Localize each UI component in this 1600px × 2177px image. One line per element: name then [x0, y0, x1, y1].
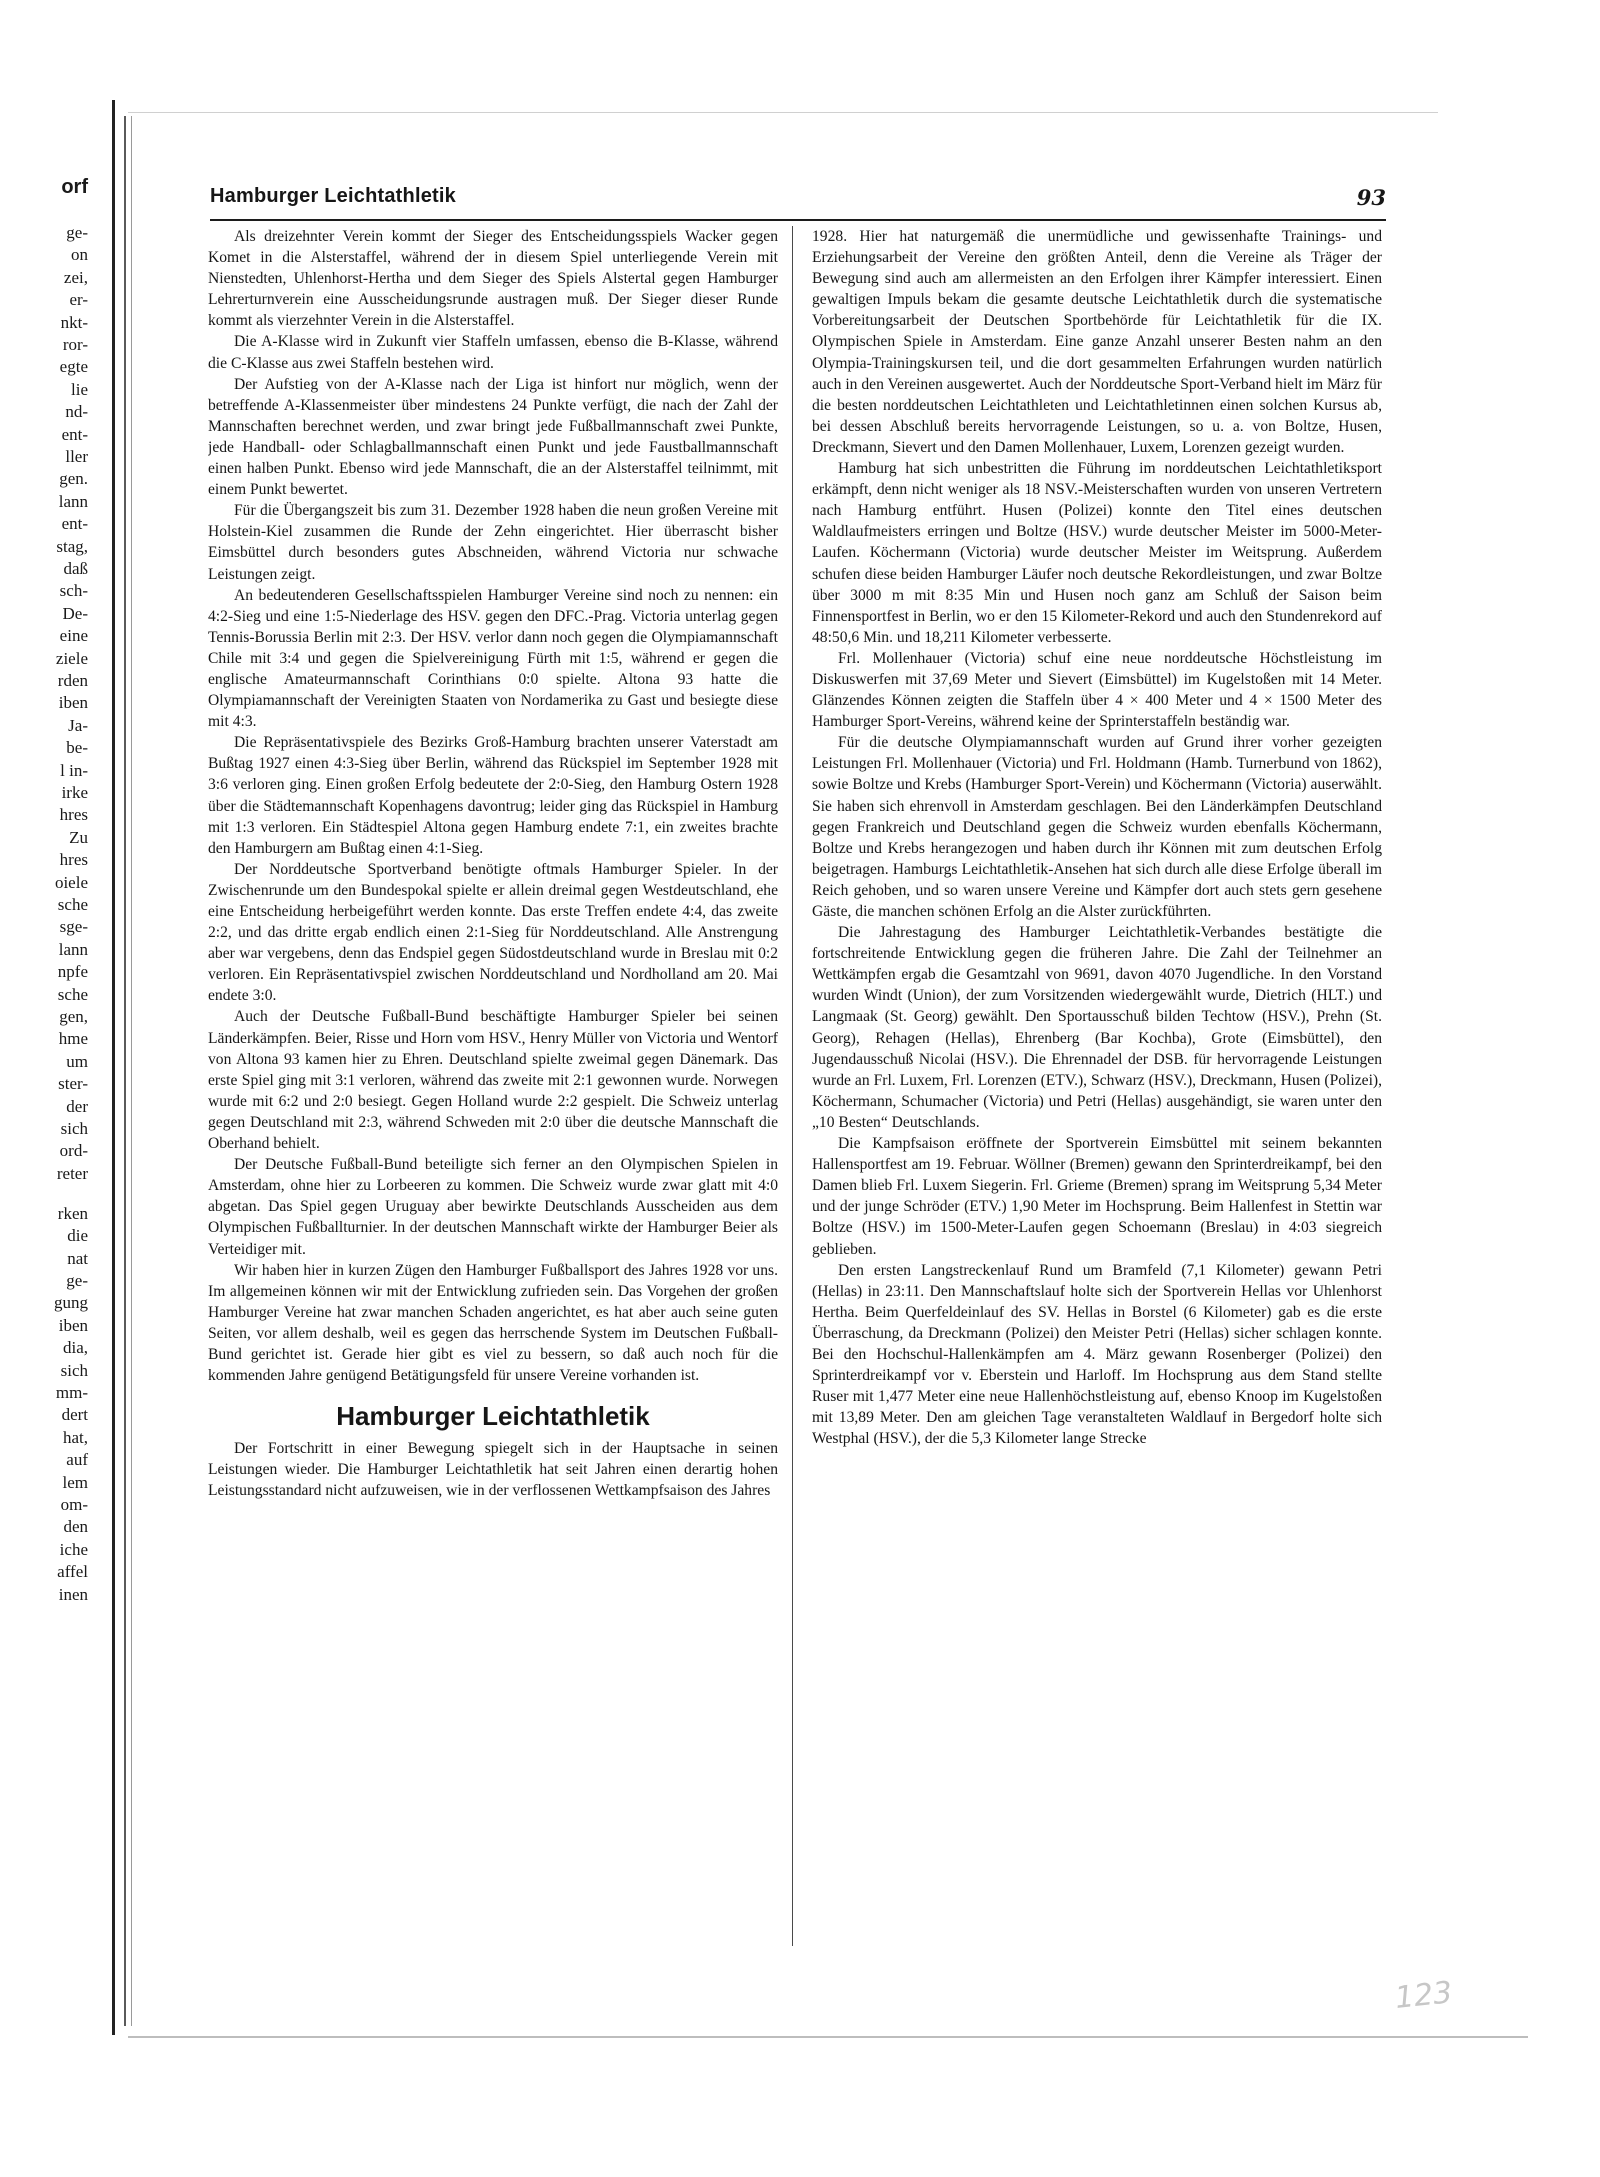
fragment-text: gen. — [59, 469, 88, 489]
fragment-text: lie — [71, 379, 88, 399]
fragment-text: iben — [58, 1315, 88, 1335]
fragment-text: auf — [66, 1450, 88, 1470]
fragment-text: irke — [61, 783, 88, 802]
right-text-column — [812, 226, 1382, 1996]
fragment-text: De- — [62, 603, 88, 623]
fragment-text: sch- — [59, 581, 88, 601]
paragraph: Für die deutsche Olympiamannschaft wurden auf Grund ihrer vorher gezeigten Leistungen Frl. Mollenhauer (Victoria) und Frl. Holdmann (Hamb. Turnerbund von 1862), sowie Boltze und Krebs (Hamburger Sport-Verein) und Köchermann (Victoria) auserwählt. Sie haben sich ehrenvoll in Amsterdam geschlagen. Bei den Länderkämpfen Deutschland gegen Frankreich und Deutschland gegen die Schweiz wurden ebenfalls Köchermann, Boltze und Krebs herangezogen und haben durch ihr Können mit zum deutschen Erfolg beigetragen. Hamburgs Leichtathletik-Ansehen hat sich durch alle diese Erfolge überall im Reich gehoben, und so waren unsere Vereine und Kämpfer dort auch stets gern gesehene Gäste, die manchen schönen Erfolg an die Alster zurückführten. — [812, 734, 1382, 920]
paragraph: Die Repräsentativspiele des Bezirks Groß-Hamburg brachten unserer Vaterstadt am Bußtag 1927 einen 4:3-Sieg über Berlin, während das Rückspiel im September 1928 mit 3:6 verloren ging. Einen großen Erfolg bedeutete der 2:0-Sieg, den Hamburg Ostern 1928 über die Städtemannschaft Kopenhagens davontrug; leider ging das Rückspiel in Hamburg mit 1:3 verloren. Ein Städtespiel Altona gegen Hamburg endete 7:1, ein zweites brachte den Hamburgern am Bußtag einen 4:1-Sieg. — [208, 734, 778, 857]
fragment-text: hme — [58, 1029, 88, 1049]
running-title: Hamburger Leichtathletik — [210, 185, 456, 207]
fragment-text: oiele — [54, 872, 88, 892]
paragraph: Für die Übergangszeit bis zum 31. Dezember 1928 haben die neun großen Vereine mit Holstein-Kiel zusammen die Runde der Zehn eingerichtet. Hier überrascht bisher Eimsbüttel durch besonders gutes Abschneiden, während Victoria nur schwache Leistungen zeigt. — [208, 502, 778, 583]
fragment-text: gen, — [59, 1007, 88, 1026]
fragment-text: den — [63, 1517, 88, 1537]
fragment-text: stag, — [56, 536, 88, 556]
fragment-text: ror- — [62, 335, 88, 354]
fragment-text: daß — [63, 559, 88, 578]
paragraph: Der Aufstieg von der A-Klasse nach der Liga ist hinfort nur möglich, wenn der betreffende A-Klassenmeister über mindestens 24 Punkte verfügt, die nach der Zahl der Mannschaften berechnet werden, und zwar bringt jede Fußballmannschaft zwei Punkte, jede Handball- oder Schlagballmannschaft einen Punkt und jede Faustballmannschaft einen halben Punkt. Ebenso wird jede Mannschaft, die an der Alsterstaffel teilnimmt, mit einem Punkt bewertet. — [208, 375, 778, 499]
fragment-text: zei, — [63, 267, 88, 287]
fragment-text: rken — [57, 1203, 88, 1223]
paragraph: Wir haben hier in kurzen Zügen den Hamburger Fußballsport des Jahres 1928 vor uns. Im allgemeinen können wir mit der Entwicklung zufrieden sein. Das Vorgehen der großen Hamburger Vereine hat zwar manchen Schaden angerichtet, es hat aber auch seine guten Seiten, vor allem deshalb, weil es gegen das herrschende System im Deutschen Fußball-Bund gerichtet ist. Gerade hier gibt es viel zu bessern, so daß auch noch für die kommenden Jahre genügend Betätigungsfeld für unsere Vereine vorhanden ist. — [208, 1261, 778, 1385]
fragment-text: ge- — [66, 1271, 88, 1290]
fragment-text: ller — [65, 447, 88, 466]
fragment-text: inen — [58, 1584, 88, 1604]
fragment-text: er- — [69, 290, 88, 310]
page-number: 93 — [1356, 185, 1386, 210]
fragment-text: ord- — [59, 1141, 88, 1161]
paragraph: Hamburg hat sich unbestritten die Führung im norddeutschen Leichtathletiksport erkämpft, denn nicht weniger als 18 NSV.-Meisterschaften wurden von unseren Vertretern nach Hamburg entführt. Husen (Polizei) konnte den Titel eines deutschen Waldlaufmeisters erringen und Boltze (HSV.) wurde deutscher Meister im 5000-Meter-Laufen. Köchermann (Victoria) wurde deutscher Meister im Weitsprung. Außerdem schufen diese beiden Hamburger Läufer noch deutsche Rekordleistungen, und zwar Boltze über 3000 m mit 8:35 Min und Husen noch ganz am Schluß der Saison beim Finnensportfest in Berlin, wo er den 15 Kilometer-Rekord und auch den Stundenrekord auf 48:50,6 Min. und 18,211 Kilometer verbesserte. — [812, 460, 1382, 646]
fragment-text: orf — [61, 176, 88, 198]
paragraph: Auch der Deutsche Fußball-Bund beschäftigte Hamburger Spieler bei seinen Länderkämpfen. Beier, Risse und Horn vom HSV., Henry Müller von Victoria und Wentorf von Altona 93 kamen hier zu Ehren. Deutschland spielte zweimal gegen Dänemark. Das erste Spiel ging mit 3:1 verloren, während das zweite mit 2:1 gewonnen wurde. Norwegen wurde mit 6:2 und 2:0 besiegt. Gegen Holland wurde 2:2 gespielt. Die Schweiz unterlag gegen Deutschland mit 2:3, während Schweden mit 2:0 über die deutsche Mannschaft die Oberhand behielt. — [208, 1008, 778, 1153]
fragment-text: ent- — [61, 424, 88, 444]
fragment-text: gung — [54, 1293, 88, 1313]
section-intro: Der Fortschritt in einer Bewegung spiegelt sich in der Hauptsache in seinen Leistungen wieder. Die Hamburger Leichtathletik hat seit Jahren einen derartig hohen Leistungsstandard nicht aufzuweisen, wie in der verflossenen Wettkampfsaison des Jahres — [208, 1440, 778, 1500]
fragment-text: um — [66, 1051, 88, 1071]
fragment-text: ziele — [55, 648, 88, 668]
fragment-text: nd- — [65, 402, 88, 422]
fragment-text: lem — [62, 1472, 88, 1492]
fragment-text: Zu — [69, 827, 88, 847]
fragment-text: ent- — [61, 514, 88, 534]
fragment-text: Ja- — [68, 715, 88, 735]
paragraph: Als dreizehnter Verein kommt der Sieger des Entscheidungsspiels Wacker gegen Komet in die Alsterstaffel, während der in diesem Spiel unterliegende Verein mit Nienstedten, Uhlenhorst-Hertha und dem Sieger des Spiels Alstertal gegen Hamburger Lehrerturnverein eine Ausscheidungsrunde austragen muß. Der Sieger dieser Runde kommt als vierzehnter Verein in die Alsterstaffel. — [208, 228, 778, 330]
binding-fold — [112, 100, 115, 2035]
handwritten-margin-note: 123 — [1393, 1975, 1454, 2016]
fragment-text: hres — [59, 850, 88, 870]
page-bottom-edge — [128, 2036, 1528, 2038]
adjacent-page-fragment — [0, 96, 92, 2136]
fragment-text: dia, — [62, 1338, 88, 1358]
fragment-text: reter — [56, 1163, 88, 1183]
column-divider — [792, 226, 793, 1946]
binding-fold-shadow — [124, 116, 126, 2026]
fragment-text: rden — [57, 671, 88, 690]
paragraph: Die Jahrestagung des Hamburger Leichtathletik-Verbandes bestätigte die fortschreitende Entwicklung gegen die früheren Jahre. Die Zahl der Teilnehmer an Wettkämpfen ergab die Gesamtzahl von 9691, davon 4070 Jugendliche. In den Vorstand wurden Windt (Union), der zum Vorsitzenden wiedergewählt wurde, Dietrich (HLT.) und Langmaak (St. Georg) gewählt. Den Sportausschuß bilden Techtow (HSV.), Prehn (St. Georg), Rehagen (Hellas), Ehrenberg (Bar Kochba), Grote (Eimsbüttel), den Jugendausschuß Nicolai (HSV.). Die Ehrennadel der DSB. für hervorragende Leistungen wurde an Frl. Luxem, Frl. Lorenzen (ETV.), Schwarz (HSV.), Dreckmann, Husen (Polizei), Köchermann, Schumacher (Victoria) und Petri (Hellas) ausgehändigt, sie waren unter den „10 Besten“ Deutschlands. — [812, 924, 1382, 1131]
fragment-text: npfe — [57, 962, 88, 982]
fragment-text: hat, — [62, 1427, 88, 1447]
fragment-text: egte — [59, 357, 88, 377]
fragment-text: iben — [58, 693, 88, 713]
fragment-text: eine — [59, 626, 88, 646]
fragment-text: l in- — [60, 760, 88, 780]
fragment-text: nkt- — [60, 312, 88, 332]
fragment-text: ge- — [66, 223, 88, 242]
page-header — [210, 183, 1386, 221]
paragraph: Der Deutsche Fußball-Bund beteiligte sich ferner an den Olympischen Spielen in Amsterdam, ohne hier zu Lorbeeren zu kommen. Die Schweiz wurde zwar glatt mit 4:0 abgetan. Das Spiel gegen Uruguay aber bewirkte Deutschlands Ausscheiden aus dem Olympischen Fußballturnier. In der deutschen Mannschaft wirkte der Hamburger Beier als Verteidiger mit. — [208, 1156, 778, 1258]
fragment-text: der — [66, 1096, 88, 1116]
fragment-text: sich — [60, 1360, 88, 1380]
paragraph: Die A-Klasse wird in Zukunft vier Staffeln umfassen, ebenso die B-Klasse, während die C-Klasse aus zwei Staffeln bestehen wird. — [208, 333, 778, 372]
binding-fold-edge — [131, 116, 132, 2026]
fragment-text: sge- — [59, 917, 88, 937]
section-heading: Hamburger Leichtathletik — [336, 1401, 650, 1432]
fragment-text: die — [67, 1226, 88, 1246]
paragraph: Frl. Mollenhauer (Victoria) schuf eine neue norddeutsche Höchstleistung im Diskuswerfen mit 37,69 Meter und Sievert (Eimsbüttel) im Kugelstoßen mit 14 Meter. Glänzendes Können zeigten die Staffeln über 4 × 400 Meter und 4 × 1500 Meter des Hamburger Sport-Vereins, während keine der Sprinterstaffeln beständig war. — [812, 649, 1382, 731]
fragment-text: lann — [58, 939, 88, 959]
fragment-text: hres — [59, 805, 88, 825]
paragraph: Die Kampfsaison eröffnete der Sportverein Eimsbüttel mit seinem bekannten Hallensportfest am 19. Februar. Wöllner (Bremen) gewann den Sprinterdreikampf, bei den Damen blieb Frl. Luxem Siegerin. Frl. Grieme (Bremen) sprang im Weitsprung 5,34 Meter und der junge Schröder (ETV.) 1,90 Meter im Hochsprung. Beim Hallenfest in Stettin war Boltze (HSV.) im 1500-Meter-Laufen gegen Schoemann (Breslau) in 4:03 siegreich geblieben. — [812, 1135, 1382, 1258]
paragraph: Den ersten Langstreckenlauf Rund um Bramfeld (7,1 Kilometer) gewann Petri (Hellas) in 23:11. Den Mannschaftslauf holte sich der Sportverein Hellas vor Uhlenhorst Hertha. Beim Querfeldeinlauf des SV. Hellas in Borstel (6 Kilometer) gab es die erste Überraschung, da Dreckmann (Polizei) den Meister Petri (Hellas) sicher schlagen konnte. Bei den Hochschul-Hallenkämpfen am 4. März gewann Rosenberger (Polizei) den Sprinterdreikampf vor v. Eberstein und Harloff. Im Hochsprung aus dem Stand stellte Ruser mit 1,477 Meter eine neue Hallenhöchstleistung auf, ebenso Knoop im Kugelstoßen mit 13,89 Meter. Den am gleichen Tage veranstalteten Waldlauf in Bergedorf holte sich Westphal (HSV.), der die 5,3 Kilometer lange Strecke — [812, 1261, 1382, 1448]
fragment-text: affel — [57, 1562, 88, 1582]
fragment-text: be- — [66, 738, 88, 758]
paragraph: 1928. Hier hat naturgemäß die unermüdliche und gewissenhafte Trainings- und Erziehungsarbeit der Vereine den größten Anteil, denn die Vereine als Träger der Bewegung sind auch am allermeisten an den Erfolgen ihrer Kämpfer interessiert. Einen gewaltigen Impuls bekam die gesamte deutsche Leichtathletik durch die systematische Vorbereitungsarbeit der Deutschen Sportbehörde für Leichtathletik für die IX. Olympischen Spiele in Amsterdam. Eine ganze Anzahl unserer Besten nahm an den Olympia-Trainingskursen teil, und die dort gesammelten Erfahrungen wurden natürlich auch in den Vereinen ausgewertet. Auch der Norddeutsche Sport-Verband hielt im März für die besten norddeutschen Leichtathleten und Leichtathletinnen einen solchen Kursus ab, bei dessen Abschluß bereits hervorragende Leistungen, so u. a. von Boltze, Husen, Dreckmann, Sievert und den Damen Mollenhauer, Luxem, Lorenzen gezeigt wurden. — [812, 228, 1382, 456]
fragment-text: on — [71, 245, 88, 265]
fragment-text: lann — [58, 491, 88, 511]
fragment-text: mm- — [55, 1383, 88, 1402]
fragment-text: sche — [57, 984, 88, 1004]
paragraph: Der Norddeutsche Sportverband benötigte oftmals Hamburger Spieler. In der Zwischenrunde um den Bundespokal spielte er allein dreimal gegen Westdeutschland, ehe eine Entscheidung herbeigeführt werden konnte. Das erste Treffen endete 4:4, das zweite 2:2, und das dritte ergab endlich einen 2:1-Sieg für Norddeutschland. Alle Anstrengung aber war vergebens, denn das Endspiel gegen Südostdeutschland wurde in Breslau mit 0:2 verloren. Ein Repräsentativspiel zwischen Norddeutschland und Nordholland am 20. Mai endete 3:0. — [208, 860, 778, 1005]
fragment-text: sche — [57, 895, 88, 914]
page-top-edge — [128, 112, 1438, 113]
fragment-text: ster- — [58, 1074, 88, 1094]
fragment-text: nat — [67, 1248, 88, 1268]
left-text-column — [208, 226, 778, 1996]
fragment-text: sich — [60, 1119, 88, 1138]
fragment-text: dert — [61, 1405, 88, 1425]
fragment-text: iche — [59, 1539, 88, 1559]
paragraph: An bedeutenderen Gesellschaftsspielen Hamburger Vereine sind noch zu nennen: ein 4:2-Sieg und eine 1:5-Niederlage des HSV. gegen den DFC.-Prag. Victoria unterlag gegen Tennis-Borussia Berlin mit 2:3. Der HSV. verlor dann noch gegen die Olympiamannschaft Chile mit 3:4 und gegen die Spielvereinigung Fürth mit 1:5, während er gegen die englische Amateurmannschaft Corinthians 0:0 spielte. Altona 93 hatte die Olympiamannschaft der Vereinigten Staaten von Nordamerika zu Gast und besiegte diese mit 4:3. — [208, 586, 778, 731]
fragment-text: om- — [60, 1495, 88, 1514]
